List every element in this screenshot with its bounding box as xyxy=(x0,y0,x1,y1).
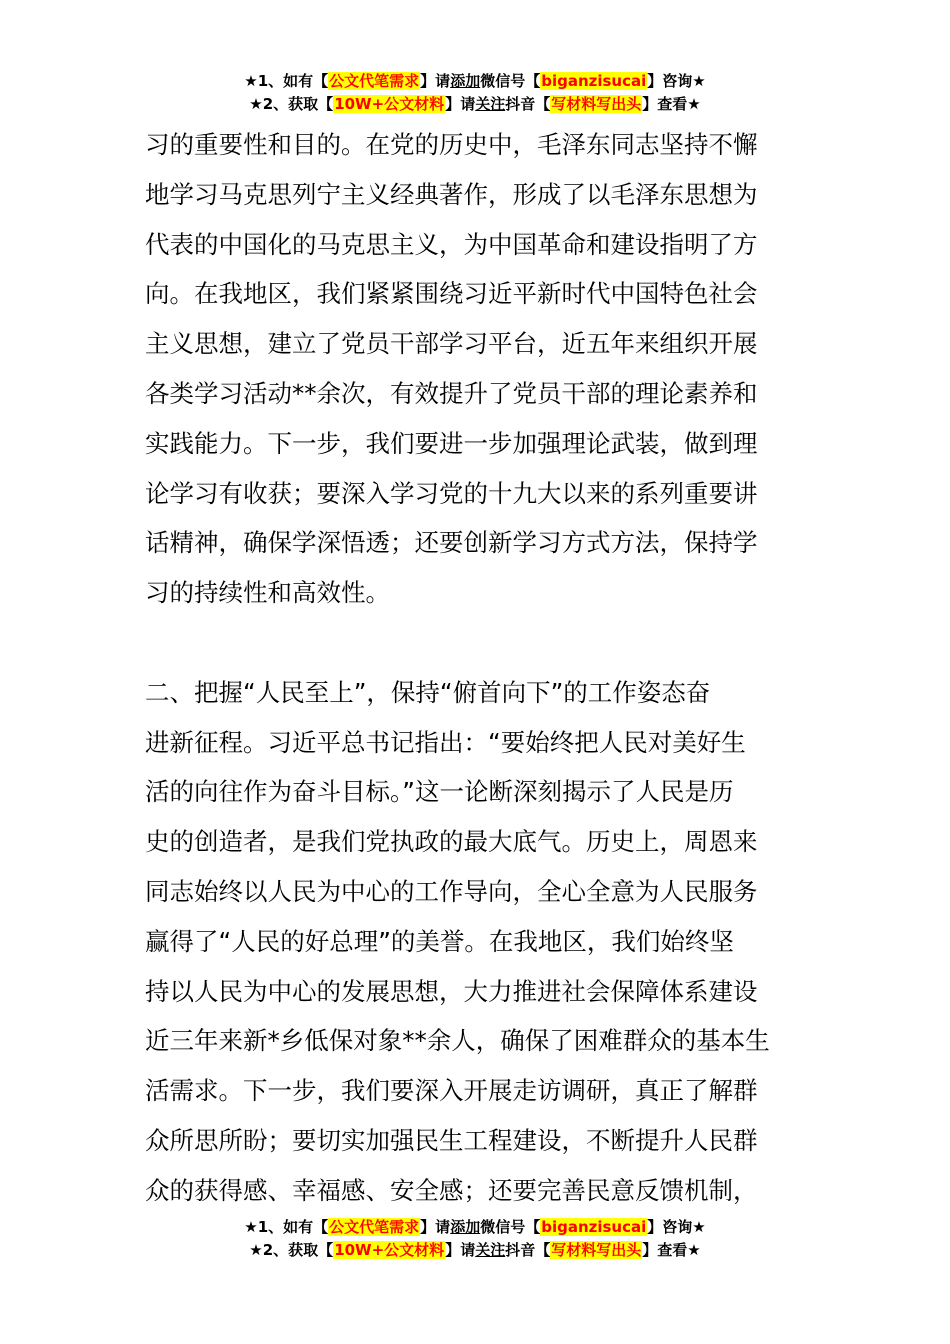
banner-text: ★2、获取【 xyxy=(249,95,334,113)
underlined-text: 添加 xyxy=(450,72,481,90)
banner-line-1 xyxy=(0,1216,950,1239)
text-line: 众的获得感、幸福感、安全感；还要完善民意反馈机制， xyxy=(145,1175,758,1205)
text-line: 史的创造者，是我们党执政的最大底气。历史上，周恩来 xyxy=(145,827,758,857)
text-line: 主义思想，建立了党员干部学习平台，近五年来组织开展 xyxy=(145,329,758,359)
text-line: 活的向往作为奋斗目标。”这一论断深刻揭示了人民是历 xyxy=(145,777,734,807)
text-line: 话精神，确保学深悟透；还要创新学习方式方法，保持学 xyxy=(145,528,758,558)
banner-text: 】咨询★ xyxy=(647,1218,706,1236)
banner-text: 】查看★ xyxy=(642,95,701,113)
banner-line-2 xyxy=(0,93,950,116)
banner-text: 微信号【 xyxy=(480,72,541,90)
banner-text: 】查看★ xyxy=(642,1241,701,1259)
banner-text: ★1、如有【 xyxy=(244,72,329,90)
text-line: 各类学习活动**余次，有效提升了党员干部的理论素养和 xyxy=(145,378,758,408)
text-line: 地学习马克思列宁主义经典著作，形成了以毛泽东思想为 xyxy=(145,179,758,209)
text-line: 同志始终以人民为中心的工作导向，全心全意为人民服务 xyxy=(145,876,758,906)
text-line: 向。在我地区，我们紧紧围绕习近平新时代中国特色社会 xyxy=(145,279,758,309)
document-body xyxy=(145,120,810,1216)
text-line: 众所思所盼；要切实加强民生工程建设，不断提升人民群 xyxy=(145,1125,758,1155)
banner-text: ★1、如有【 xyxy=(244,1218,329,1236)
underlined-text: 添加 xyxy=(450,1218,481,1236)
banner-line-1 xyxy=(0,70,950,93)
banner-text: 】请 xyxy=(420,1218,451,1236)
banner-text: 抖音【 xyxy=(505,1241,551,1259)
footer-banner xyxy=(0,1216,950,1262)
header-banner xyxy=(0,70,950,116)
wechat-id: biganzisucai xyxy=(541,72,647,90)
text-line: 代表的中国化的马克思主义，为中国革命和建设指明了方 xyxy=(145,229,758,259)
banner-text: 】请 xyxy=(445,95,476,113)
text-line: 近三年来新*乡低保对象**余人，确保了困难群众的基本生 xyxy=(145,1026,770,1056)
text-line: 论学习有收获；要深入学习党的十九大以来的系列重要讲 xyxy=(145,478,758,508)
highlight-text: 10W+公文材料 xyxy=(334,95,445,113)
douyin-account: 写材料写出头 xyxy=(551,95,642,113)
banner-text: 微信号【 xyxy=(480,1218,541,1236)
text-line: 习的重要性和目的。在党的历史中，毛泽东同志坚持不懈 xyxy=(145,130,758,159)
douyin-account: 写材料写出头 xyxy=(551,1241,642,1259)
paragraph-gap xyxy=(145,618,810,668)
banner-text: 】请 xyxy=(420,72,451,90)
text-line: 习的持续性和高效性。 xyxy=(145,578,390,608)
underlined-text: 关注 xyxy=(475,95,506,113)
banner-text: 】请 xyxy=(445,1241,476,1259)
highlight-text: 10W+公文材料 xyxy=(334,1241,445,1259)
text-line: 赢得了“人民的好总理”的美誉。在我地区，我们始终坚 xyxy=(145,926,734,956)
wechat-id: biganzisucai xyxy=(541,1218,647,1236)
text-line: 实践能力。下一步，我们要进一步加强理论武装，做到理 xyxy=(145,428,758,458)
banner-text: 】咨询★ xyxy=(647,72,706,90)
text-line: 进新征程。习近平总书记指出：“要始终把人民对美好生 xyxy=(145,727,746,757)
banner-line-2 xyxy=(0,1239,950,1262)
underlined-text: 关注 xyxy=(475,1241,506,1259)
banner-text: 抖音【 xyxy=(505,95,551,113)
section-heading-line: 二、把握“人民至上”，保持“俯首向下”的工作姿态奋 xyxy=(145,677,711,707)
text-line: 持以人民为中心的发展思想，大力推进社会保障体系建设 xyxy=(145,976,758,1006)
text-line: 活需求。下一步，我们要深入开展走访调研，真正了解群 xyxy=(145,1076,758,1106)
banner-text: ★2、获取【 xyxy=(249,1241,334,1259)
highlight-text: 公文代笔需求 xyxy=(329,1218,420,1236)
highlight-text: 公文代笔需求 xyxy=(329,72,420,90)
